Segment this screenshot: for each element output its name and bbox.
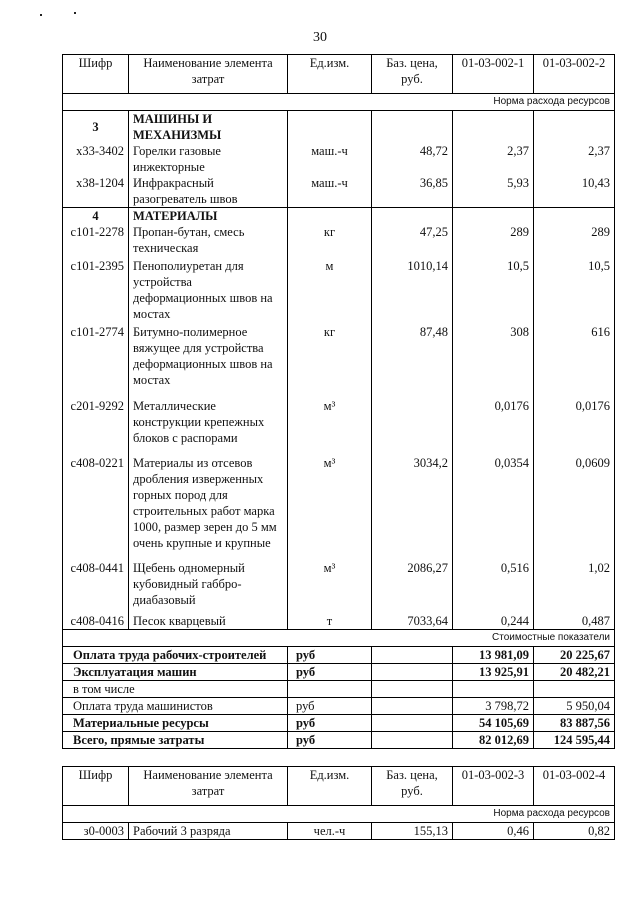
table-row bbox=[63, 143, 615, 175]
row-value-2: 0,487 bbox=[534, 608, 615, 630]
row-value-1: 10,5 bbox=[453, 256, 534, 322]
row-unit: маш.-ч bbox=[288, 175, 372, 208]
row-code: з0-0003 bbox=[63, 823, 129, 840]
row-unit: маш.-ч bbox=[288, 143, 372, 175]
cost-value-1: 3 798,72 bbox=[453, 698, 534, 715]
header-unit: Ед.изм. bbox=[288, 767, 372, 806]
row-unit: кг bbox=[288, 224, 372, 256]
row-price: 155,13 bbox=[372, 823, 453, 840]
cost-name: Всего, прямые затраты bbox=[63, 732, 288, 749]
header-col1: 01-03-002-1 bbox=[453, 55, 534, 94]
row-value-2: 2,37 bbox=[534, 143, 615, 175]
row-code: с408-0416 bbox=[63, 608, 129, 630]
table-row bbox=[63, 608, 615, 630]
row-code: х33-3402 bbox=[63, 143, 129, 175]
row-name: Инфракрасный разогреватель швов bbox=[129, 175, 288, 208]
header-name: Наименование элемента затрат bbox=[129, 767, 288, 806]
table-header bbox=[63, 55, 615, 94]
cost-name: Материальные ресурсы bbox=[63, 715, 288, 732]
row-value-1: 308 bbox=[453, 322, 534, 388]
row-code: с101-2395 bbox=[63, 256, 129, 322]
cost-value-2: 124 595,44 bbox=[534, 732, 615, 749]
section-title: МАШИНЫ И МЕХАНИЗМЫ bbox=[129, 111, 288, 144]
row-value-1: 0,516 bbox=[453, 551, 534, 608]
row-value-2: 0,82 bbox=[534, 823, 615, 840]
row-value-1: 5,93 bbox=[453, 175, 534, 208]
header-col2: 01-03-002-2 bbox=[534, 55, 615, 94]
row-price: 47,25 bbox=[372, 224, 453, 256]
section-header bbox=[63, 208, 615, 225]
row-name: Горелки газовые инжекторные bbox=[129, 143, 288, 175]
header-price: Баз. цена, руб. bbox=[372, 767, 453, 806]
header-code: Шифр bbox=[63, 55, 129, 94]
row-code: с408-0221 bbox=[63, 446, 129, 551]
cost-value-1: 54 105,69 bbox=[453, 715, 534, 732]
cost-label-row bbox=[63, 630, 615, 647]
cost-name: Оплата труда рабочих-строителей bbox=[63, 647, 288, 664]
table-row bbox=[63, 256, 615, 322]
row-value-1: 289 bbox=[453, 224, 534, 256]
row-value-2: 0,0176 bbox=[534, 388, 615, 446]
row-price: 7033,64 bbox=[372, 608, 453, 630]
row-code: с101-2774 bbox=[63, 322, 129, 388]
row-value-2: 10,43 bbox=[534, 175, 615, 208]
norm-label: Норма расхода ресурсов bbox=[63, 94, 615, 111]
row-value-2: 616 bbox=[534, 322, 615, 388]
table-row bbox=[63, 175, 615, 208]
cost-unit: руб bbox=[288, 715, 372, 732]
row-name: Материалы из отсевов дробления изверженных горных пород для строительных работ марка 1000, размер зерен до 5 мм очень крупные и крупные bbox=[129, 446, 288, 551]
cost-unit: руб bbox=[288, 732, 372, 749]
cost-unit: руб bbox=[288, 664, 372, 681]
row-value-2: 0,0609 bbox=[534, 446, 615, 551]
table-row bbox=[63, 388, 615, 446]
page-number: 30 bbox=[313, 30, 327, 45]
resource-table-2 bbox=[62, 766, 615, 840]
section-header bbox=[63, 111, 615, 144]
cost-unit: руб bbox=[288, 698, 372, 715]
row-name: Песок кварцевый bbox=[129, 608, 288, 630]
section-title: МАТЕРИАЛЫ bbox=[129, 208, 288, 225]
row-code: с408-0441 bbox=[63, 551, 129, 608]
row-code: с101-2278 bbox=[63, 224, 129, 256]
cost-row bbox=[63, 664, 615, 681]
row-value-1: 0,0354 bbox=[453, 446, 534, 551]
row-unit: кг bbox=[288, 322, 372, 388]
row-name: Битумно-полимерное вяжущее для устройства деформационных швов на мостах bbox=[129, 322, 288, 388]
norm-row bbox=[63, 94, 615, 111]
table-row bbox=[63, 823, 615, 840]
cost-value-2: 83 887,56 bbox=[534, 715, 615, 732]
table-header bbox=[63, 767, 615, 806]
cost-value-2: 5 950,04 bbox=[534, 698, 615, 715]
scan-speck bbox=[74, 12, 76, 14]
table-row bbox=[63, 551, 615, 608]
norm-label: Норма расхода ресурсов bbox=[63, 806, 615, 823]
section-number: 3 bbox=[63, 111, 129, 144]
cost-row bbox=[63, 647, 615, 664]
row-value-2: 289 bbox=[534, 224, 615, 256]
header-col1: 01-03-002-3 bbox=[453, 767, 534, 806]
row-code: х38-1204 bbox=[63, 175, 129, 208]
cost-name: в том числе bbox=[63, 681, 288, 698]
row-unit: чел.-ч bbox=[288, 823, 372, 840]
cost-row bbox=[63, 681, 615, 698]
row-unit: м³ bbox=[288, 446, 372, 551]
row-value-2: 1,02 bbox=[534, 551, 615, 608]
cost-value-1: 13 925,91 bbox=[453, 664, 534, 681]
row-unit: м³ bbox=[288, 388, 372, 446]
section-number: 4 bbox=[63, 208, 129, 225]
header-name: Наименование элемента затрат bbox=[129, 55, 288, 94]
cost-name: Эксплуатация машин bbox=[63, 664, 288, 681]
row-code: с201-9292 bbox=[63, 388, 129, 446]
row-value-2: 10,5 bbox=[534, 256, 615, 322]
row-unit: т bbox=[288, 608, 372, 630]
cost-value-1: 13 981,09 bbox=[453, 647, 534, 664]
cost-value-2: 20 482,21 bbox=[534, 664, 615, 681]
row-name: Пропан-бутан, смесь техническая bbox=[129, 224, 288, 256]
header-unit: Ед.изм. bbox=[288, 55, 372, 94]
row-price: 3034,2 bbox=[372, 446, 453, 551]
row-unit: м bbox=[288, 256, 372, 322]
row-value-1: 0,0176 bbox=[453, 388, 534, 446]
row-price: 87,48 bbox=[372, 322, 453, 388]
header-col2: 01-03-002-4 bbox=[534, 767, 615, 806]
row-price: 2086,27 bbox=[372, 551, 453, 608]
row-price bbox=[372, 388, 453, 446]
cost-unit: руб bbox=[288, 647, 372, 664]
table-row bbox=[63, 446, 615, 551]
cost-value-2: 20 225,67 bbox=[534, 647, 615, 664]
row-value-1: 0,244 bbox=[453, 608, 534, 630]
row-name: Пенополиуретан для устройства деформационных швов на мостах bbox=[129, 256, 288, 322]
cost-unit bbox=[288, 681, 372, 698]
cost-label: Стоимостные показатели bbox=[63, 630, 615, 647]
row-name: Рабочий 3 разряда bbox=[129, 823, 288, 840]
cost-value-1 bbox=[453, 681, 534, 698]
cost-name: Оплата труда машинистов bbox=[63, 698, 288, 715]
table-row bbox=[63, 322, 615, 388]
table-row bbox=[63, 224, 615, 256]
header-code: Шифр bbox=[63, 767, 129, 806]
cost-value-1: 82 012,69 bbox=[453, 732, 534, 749]
row-value-1: 2,37 bbox=[453, 143, 534, 175]
resource-table-1 bbox=[62, 54, 615, 749]
row-price: 36,85 bbox=[372, 175, 453, 208]
row-unit: м³ bbox=[288, 551, 372, 608]
row-name: Металлические конструкции крепежных блоков с распорами bbox=[129, 388, 288, 446]
header-price: Баз. цена, руб. bbox=[372, 55, 453, 94]
cost-value-2 bbox=[534, 681, 615, 698]
scan-speck bbox=[40, 14, 42, 16]
cost-row bbox=[63, 698, 615, 715]
row-price: 1010,14 bbox=[372, 256, 453, 322]
cost-row bbox=[63, 732, 615, 749]
row-price: 48,72 bbox=[372, 143, 453, 175]
row-value-1: 0,46 bbox=[453, 823, 534, 840]
norm-row bbox=[63, 806, 615, 823]
row-name: Щебень одномерный кубовидный габбро-диабазовый bbox=[129, 551, 288, 608]
cost-row bbox=[63, 715, 615, 732]
